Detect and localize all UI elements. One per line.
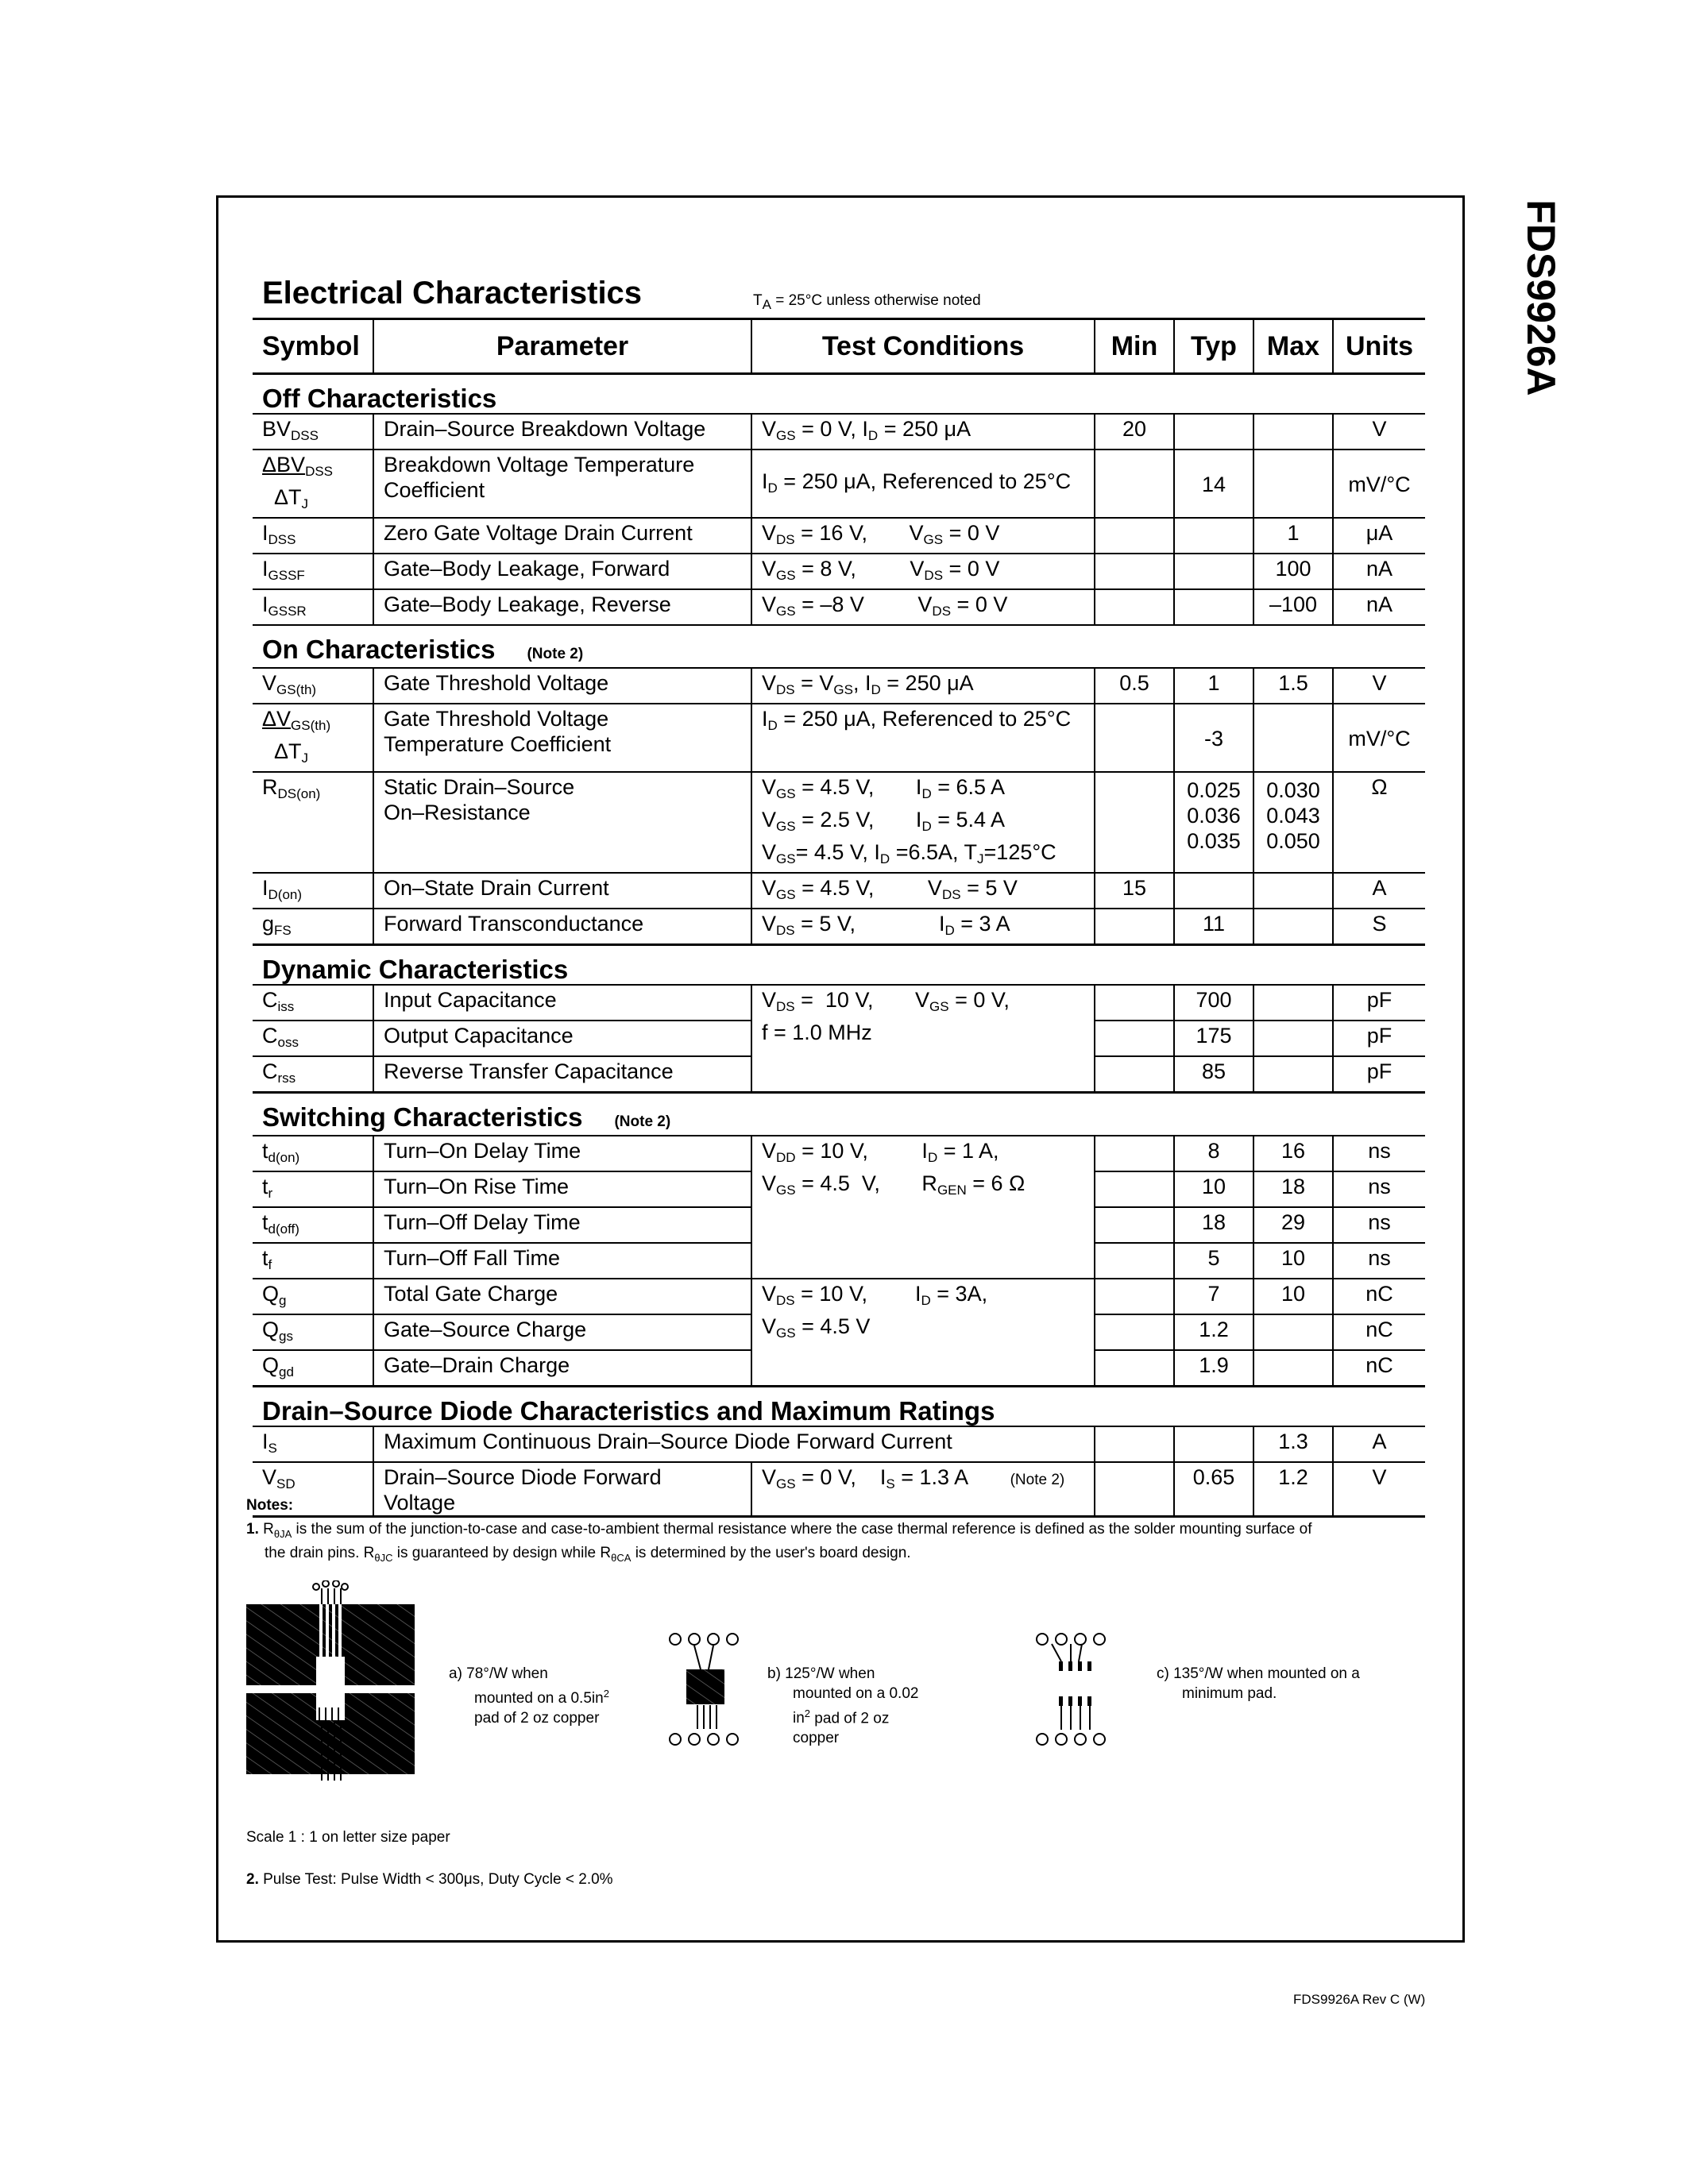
header-parameter: Parameter: [373, 319, 751, 374]
part-number-side-title: FDS9926A: [1519, 199, 1563, 396]
table-row: $Q_g$ Total Gate Charge $V_{DS} = 10$ V, $I_D = 3A$, $V_{GS} = 4.5$ V 7 10 nC: [253, 1279, 1425, 1314]
header-symbol: Symbol: [253, 319, 373, 374]
caption-a: a) 78°/W when mounted on a $0.5in^2$ pad of 2 oz copper: [449, 1665, 609, 1727]
table-row: $C_{oss}$ Output Capacitance 175 pF: [253, 1021, 1425, 1056]
table-row: $C_{rss}$ Reverse Transfer Capacitance 85 pF: [253, 1056, 1425, 1093]
section-title-row: [262, 276, 642, 311]
table-header-row: [253, 319, 1425, 374]
table-row: $BV_{DSS}$ Drain–Source Breakdown Voltage $V_{GS} = 0$ V, $I_D = 250$ μA 20 V: [253, 414, 1425, 450]
pad-layout-c-figure: [1033, 1630, 1120, 1749]
pad-layout-a-figure: [246, 1580, 421, 1787]
header-test-conditions: Test Conditions: [751, 319, 1095, 374]
table-row: $I_{DSS}$ Zero Gate Voltage Drain Current $V_{DS} = 16$ V, $V_{GS} = 0$ V 1 μA: [253, 518, 1425, 554]
caption-c: c) 135°/W when mounted on a minimum pad.: [1157, 1665, 1360, 1702]
section-off: Off Characteristics: [253, 374, 1425, 415]
table-row: $I_S$ Maximum Continuous Drain–Source Diode Forward Current 1.3 A: [253, 1426, 1425, 1462]
header-typ: Typ: [1174, 319, 1253, 374]
parameter: Drain–Source Breakdown Voltage: [373, 414, 751, 450]
page-title: Electrical Characteristics: [262, 276, 643, 311]
ambient-temperature-note: $T_A = 25^\circ C$ unless otherwise noted: [753, 292, 981, 312]
pad-layout-b-figure: [666, 1630, 761, 1749]
table-row: $I_{GSSR}$ Gate–Body Leakage, Reverse $V_{GS} = -8$ V $V_{DS} = 0$ V –100 nA: [253, 589, 1425, 625]
table-row: $g_{FS}$ Forward Transconductance $V_{DS} = 5$ V, $I_D = 3$ A 11 S: [253, 909, 1425, 945]
table-row: $t_{d(on)}$ Turn–On Delay Time $V_{DD} = 10$ V, $I_D = 1$ A, $V_{GS} = 4.5$ V, $R_{GEN} = 6$ Ω 8 16 ns: [253, 1136, 1425, 1171]
table-row: $t_r$ Turn–On Rise Time 10 18 ns: [253, 1171, 1425, 1207]
note-1-continued: the drain pins. $R_{\theta JC}$ is guaranteed by design while $R_{\theta CA}$ is determined by the user's board design.: [265, 1545, 911, 1564]
caption-b: b) 125°/W when mounted on a 0.02 $in^2$ pad of 2 oz copper: [767, 1665, 919, 1747]
scale-note: Scale 1 : 1 on letter size paper: [246, 1829, 450, 1846]
table-row: $\Delta V_{GS(th)}$ $\Delta T_J$ Gate Threshold Voltage Temperature Coefficient $I_D = 250$ μA, Referenced to 25°C -3 mV/°C: [253, 704, 1425, 772]
table-row: $t_f$ Turn–Off Fall Time 5 10 ns: [253, 1243, 1425, 1279]
test-conditions: $V_{GS} = 0$ V, $I_D = 250$ μA: [751, 414, 1095, 450]
symbol: $BV_{DSS}$: [253, 414, 373, 450]
electrical-characteristics-table: [253, 318, 1425, 1518]
symbol: $\Delta BV_{DSS}$ $\Delta T_J$: [253, 450, 373, 518]
table-row: $\Delta BV_{DSS}$ $\Delta T_J$ Breakdown Voltage Temperature Coefficient $I_D = 250$ μA, Referenced to 25°C 14 mV/°C: [253, 450, 1425, 518]
table-row: $V_{SD}$ Drain–Source Diode Forward Voltage $V_{GS} = 0$ V, $I_S = 1.3$ A (Note 2) 0.65 1.2 V: [253, 1462, 1425, 1517]
note-2: 2. Pulse Test: Pulse Width < 300μs, Duty Cycle < 2.0%: [246, 1871, 613, 1888]
table-row: $I_{D(on)}$ On–State Drain Current $V_{GS} = 4.5$ V, $V_{DS} = 5$ V 15 A: [253, 873, 1425, 909]
table-row: $V_{GS(th)}$ Gate Threshold Voltage $V_{DS} = V_{GS}$, $I_D = 250$ μA 0.5 1 1.5 V: [253, 668, 1425, 704]
table-row: $I_{GSSF}$ Gate–Body Leakage, Forward $V_{GS} = 8$ V, $V_{DS} = 0$ V 100 nA: [253, 554, 1425, 589]
header-max: Max: [1253, 319, 1333, 374]
table-row: $t_{d(off)}$ Turn–Off Delay Time 18 29 ns: [253, 1207, 1425, 1243]
section-diode: Drain–Source Diode Characteristics and Maximum Ratings: [253, 1387, 1425, 1427]
header-min: Min: [1095, 319, 1174, 374]
table-row: $R_{DS(on)}$ Static Drain–Source On–Resistance $V_{GS} = 4.5$ V, $I_D = 6.5$ A $V_{GS} = 2.5$ V, $I_D = 5.4$ A $V_{GS}= 4.5$ V, $I_D =6.5A$, $T_J=125^\circ C$ 0.025 0.036 0.035 0.030 0.043 0.050 Ω: [253, 772, 1425, 873]
header-units: Units: [1333, 319, 1425, 374]
table-row: $Q_{gd}$ Gate–Drain Charge 1.9 nC: [253, 1350, 1425, 1387]
table-row: $Q_{gs}$ Gate–Source Charge 1.2 nC: [253, 1314, 1425, 1350]
notes-heading: Notes:: [246, 1497, 294, 1514]
note-1: 1. $R_{\theta JA}$ is the sum of the junction-to-case and case-to-ambient thermal resistance where the case thermal reference is defined as the solder mounting surface of: [246, 1521, 1312, 1540]
footer-revision: FDS9926A Rev C (W): [1293, 1992, 1426, 2007]
section-on: On Characteristics (Note 2): [253, 625, 1425, 668]
section-switching: Switching Characteristics (Note 2): [253, 1093, 1425, 1136]
section-dynamic: Dynamic Characteristics: [253, 945, 1425, 986]
table-row: $C_{iss}$ Input Capacitance $V_{DS} = 10$ V, $V_{GS} = 0$ V, f = 1.0 MHz 700 pF: [253, 985, 1425, 1021]
